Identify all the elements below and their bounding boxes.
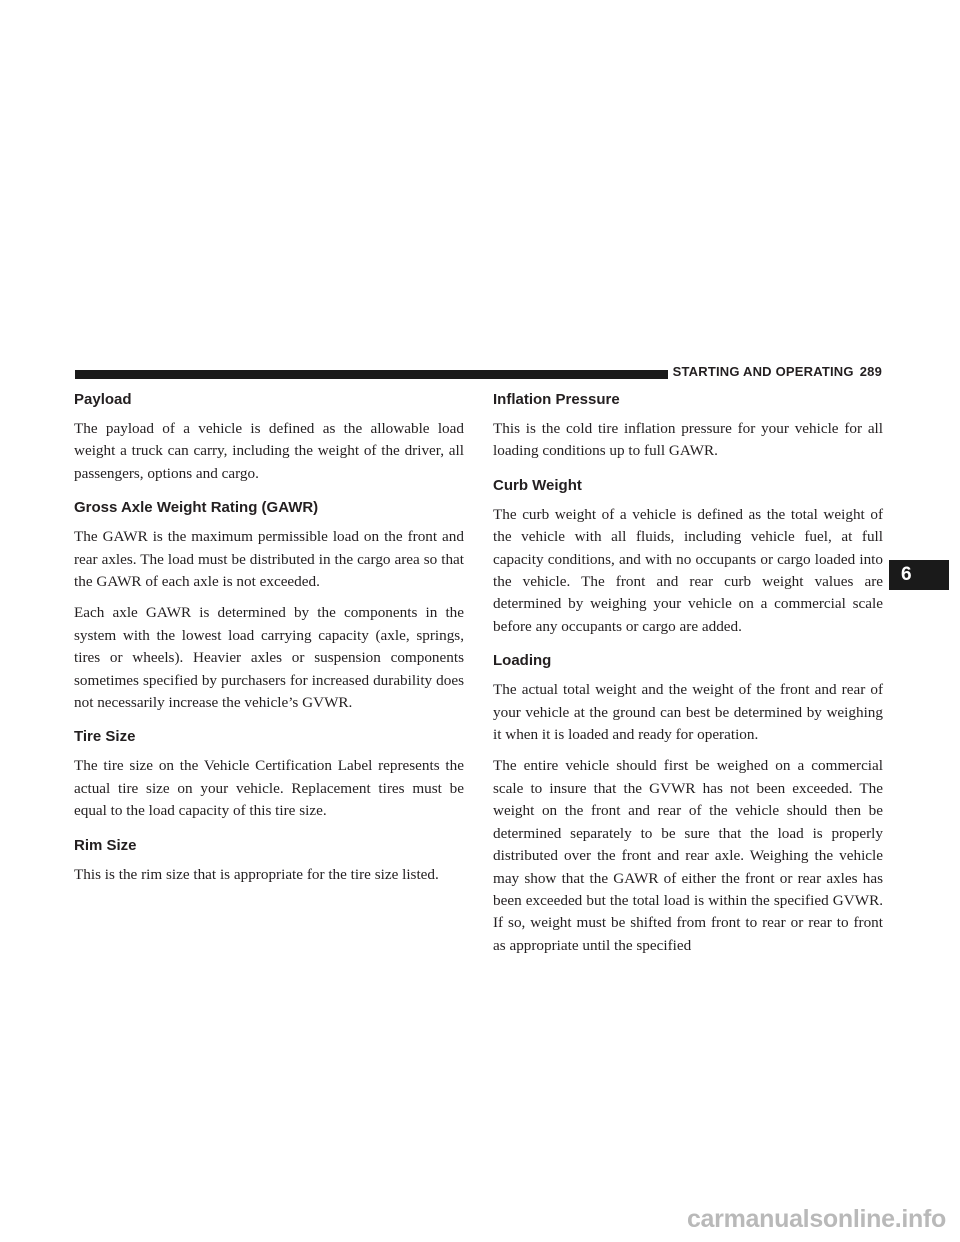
paragraph: The curb weight of a vehicle is defined as the total weight of the vehicle with all fluids, including vehicle fuel, at full capacity conditions, and with no occupants or cargo loaded into the vehicle. The front and rear curb weight values are determined by weighing your vehicle on a commercial scale before any occupants or cargo are added. (493, 505, 883, 635)
paragraph: This is the cold tire inflation pressure for your vehicle for all loading conditions up to full GAWR. (493, 420, 883, 460)
paragraph: The GAWR is the maximum permissible load on the front and rear axles. The load must be distributed in the cargo area so that the GAWR of each axle is not exceeded. (74, 528, 464, 591)
section-rim-size (74, 835, 464, 886)
chapter-tab: 6 (889, 560, 949, 590)
section-heading: Curb Weight (493, 476, 582, 494)
right-column (493, 389, 883, 969)
paragraph: The entire vehicle should first be weighed on a commercial scale to insure that the GVWR has not been exceeded. The weight on the front and rear of the vehicle should then be determined separately to be sure that the load is properly distributed over the front and rear axle. Weighing the vehicle may show that the GAWR of either the front or rear axles has been exceeded but the total load is within the specified GVWR. If so, weight must be shifted from front to rear or rear to front as appropriate until the specified (493, 757, 883, 954)
section-heading: Inflation Pressure (493, 391, 620, 408)
page-number: 289 (859, 364, 882, 379)
section-heading: Gross Axle Weight Rating (GAWR) (74, 499, 319, 517)
section-heading: Rim Size (74, 836, 137, 854)
paragraph: This is the rim size that is appropriate for the tire size listed. (74, 865, 439, 883)
watermark: carmanualsonline.info (686, 1205, 946, 1233)
section-payload (74, 389, 464, 485)
section-heading: Loading (493, 652, 552, 670)
section-heading: Payload (74, 391, 132, 408)
section-inflation-pressure (493, 389, 883, 463)
section-gawr (74, 497, 464, 714)
section-curb-weight (493, 475, 883, 638)
section-heading: Tire Size (74, 728, 136, 746)
paragraph: The tire size on the Vehicle Certification Label represents the actual tire size on your vehicle. Replacement tires must be equal to the load capacity of this tire size. (74, 757, 464, 820)
header-rule (75, 370, 668, 379)
running-header (673, 364, 882, 379)
paragraph: Each axle GAWR is determined by the components in the system with the lowest load carrying capacity (axle, springs, tires or wheels). Heavier axles or suspension components sometimes specified by purchasers for increased durability does not necessarily increase the vehicle’s GVWR. (74, 604, 464, 712)
section-title: STARTING AND OPERATING (672, 364, 854, 379)
paragraph: The actual total weight and the weight of the front and rear of your vehicle at the ground can best be determined by weighing it when it is loaded and ready for operation. (493, 681, 883, 744)
section-loading (493, 650, 883, 957)
section-tire-size (74, 726, 464, 822)
left-column (74, 389, 464, 898)
paragraph: The payload of a vehicle is defined as the allowable load weight a truck can carry, including the weight of the driver, all passengers, options and cargo. (74, 420, 464, 482)
